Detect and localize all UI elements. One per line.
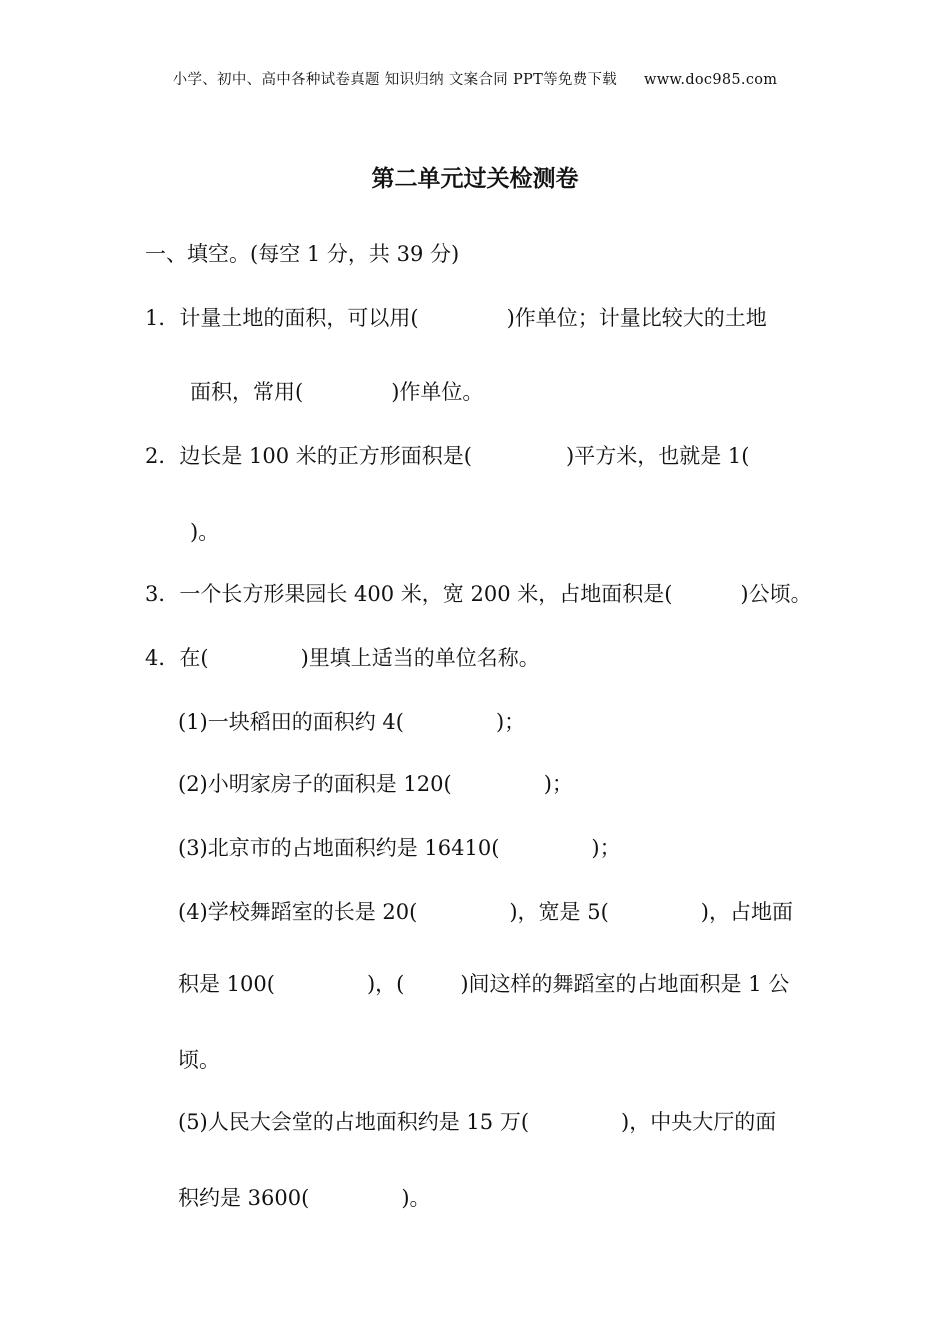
q4-p5-c: 积约是 3600(: [178, 1186, 310, 1210]
q4-p3-b: )；: [591, 836, 621, 860]
question-1-line-1: [145, 302, 767, 332]
q2-text-b: )平方米，也就是 1(: [566, 444, 750, 468]
q4-intro-b: )里填上适当的单位名称。: [300, 646, 540, 670]
q4-p1-a: (1)一块稻田的面积约 4(: [178, 710, 404, 734]
question-4-part-4-line-2: [178, 968, 789, 998]
question-4-part-3: [178, 832, 621, 862]
header-text: 小学、初中、高中各种试卷真题 知识归纳 文案合同 PPT等免费下载: [172, 72, 618, 88]
question-4-part-2: [178, 768, 573, 798]
q4-p4-c: )，占地面: [700, 900, 793, 924]
section-heading: 一、填空。(每空 1 分，共 39 分): [145, 242, 460, 266]
question-2-line-2: )。: [190, 520, 220, 544]
q1-text-b: )作单位；计量比较大的土地: [506, 306, 767, 330]
question-4-part-5-line-2: [178, 1182, 431, 1212]
q3-text-b: )公顷。: [740, 582, 812, 606]
q4-p5-a: (5)人民大会堂的占地面积约是 15 万(: [178, 1110, 530, 1134]
question-4-part-4-line-3: 顷。: [178, 1048, 220, 1072]
q4-p5-b: )，中央大厅的面: [621, 1110, 777, 1134]
q1-text-d: )作单位。: [391, 380, 484, 404]
q4-p2-a: (2)小明家房子的面积是 120(: [178, 772, 452, 796]
q4-p4-b: )，宽是 5(: [509, 900, 609, 924]
q4-p4-d: 积是 100(: [178, 972, 275, 996]
q4-p2-b: )；: [543, 772, 573, 796]
page-header: [0, 68, 950, 89]
question-3: [145, 578, 812, 608]
header-site: www.doc985.com: [644, 72, 778, 88]
q4-p5-d: )。: [401, 1186, 431, 1210]
q4-intro-a: 4．在(: [145, 646, 209, 670]
q4-p4-f: )间这样的舞蹈室的占地面积是 1 公: [460, 972, 790, 996]
question-4-part-4-line-1: [178, 896, 793, 926]
q4-p4-e: )，(: [366, 972, 405, 996]
q3-text-a: 3．一个长方形果园长 400 米，宽 200 米，占地面积是(: [145, 582, 673, 606]
question-4-part-1: [178, 706, 525, 736]
question-4-intro: [145, 642, 540, 672]
q4-p1-b: )；: [495, 710, 526, 734]
question-1-line-2: [190, 376, 483, 406]
q4-p3-a: (3)北京市的占地面积约是 16410(: [178, 836, 500, 860]
q4-p4-a: (4)学校舞蹈室的长是 20(: [178, 900, 418, 924]
page-title: 第二单元过关检测卷: [371, 166, 579, 192]
question-2-line-1: [145, 440, 749, 470]
q2-text-a: 2．边长是 100 米的正方形面积是(: [145, 444, 472, 468]
q1-text-c: 面积，常用(: [190, 380, 304, 404]
q1-text-a: 1．计量土地的面积，可以用(: [145, 306, 419, 330]
question-4-part-5-line-1: [178, 1106, 776, 1136]
